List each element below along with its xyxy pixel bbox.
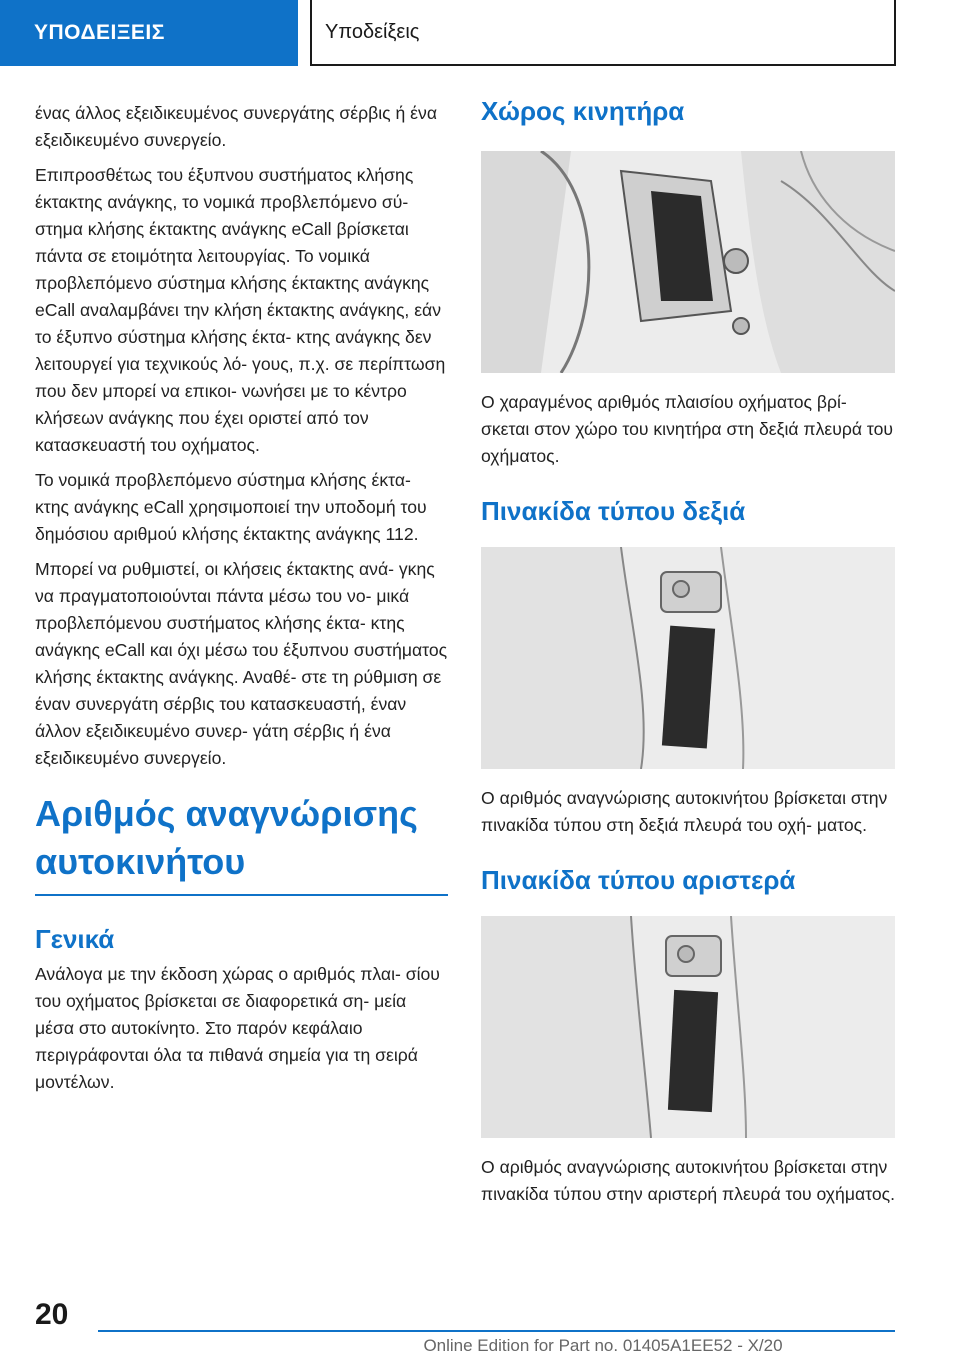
edition-note: Online Edition for Part no. 01405A1EE52 - X/20: [423, 1336, 783, 1355]
subsection-heading: Γενικά: [35, 924, 115, 954]
section-tab[interactable]: ΥΠΟΔΕΙΞΕΙΣ: [0, 0, 298, 66]
paragraph: Ανάλογα με την έκδοση χώρας ο αριθμός πλαι- σίου του οχήματος βρίσκεται σε διαφορετικά ση- μεία μέσα στο αυτοκίνητο. Στο παρόν κεφάλαιο περιγράφονται όλα τα πιθανά σημεία για τη σειρά μοντέλων.: [35, 964, 440, 1092]
left-type-plate-image: [481, 916, 895, 1138]
paragraph: Μπορεί να ρυθμιστεί, οι κλήσεις έκτακτης ανά- γκης να πραγματοποιούνται πάντα μέσω του νο- μικά προβλεπόμενου συστήματος κλήσης έκτα- κτης ανάγκης eCall και όχι μέσω του έξυπνου συστήματος κλήσης έκτακτης ανάγκης. Αναθέ- στε τη ρύθμιση σε έναν συνεργάτη σέρβις του κατασκευαστή, έναν άλλον εξειδικευμένο συνερ- γάτη σέρβις ή ένα εξειδικευμένο συνεργείο.: [35, 559, 448, 768]
engine-compartment-image: [481, 151, 895, 373]
section-heading: Αριθμός αναγνώρισης αυτοκινήτου: [35, 790, 448, 896]
chapter-title: Υποδείξεις: [310, 0, 896, 66]
paragraph: ένας άλλος εξειδικευμένος συνεργάτης σέρβις ή ένα εξειδικευμένο συνεργείο.: [35, 103, 437, 150]
page-number: 20: [35, 1298, 69, 1331]
caption: Ο αριθμός αναγνώρισης αυτοκινήτου βρίσκεται στην πινακίδα τύπου στη δεξιά πλευρά του οχή- ματος.: [481, 788, 888, 835]
caption: Ο αριθμός αναγνώρισης αυτοκινήτου βρίσκεται στην πινακίδα τύπου στην αριστερή πλευρά του οχήματος.: [481, 1157, 895, 1204]
left-column: [35, 100, 448, 1104]
subsection-heading-left-plate: Πινακίδα τύπου αριστερά: [481, 865, 796, 895]
footer-divider: [98, 1330, 895, 1332]
right-type-plate-image: [481, 547, 895, 769]
subsection-heading-engine: Χώρος κινητήρα: [481, 96, 685, 126]
paragraph: Επιπροσθέτως του έξυπνου συστήματος κλήσης έκτακτης ανάγκης, το νομικά προβλεπόμενο σύ- στημα κλήσης έκτακτης ανάγκης eCall βρίσκεται πάντα σε ετοιμότητα λειτουργίας. Το νομικά προβλεπόμενο σύστημα κλήσης έκτακτης ανάγκης eCall αναλαμβάνει την κλήση έκτακτης ανάγκης, εάν το έξυπνο σύστημα κλήσης έκτα- κτης ανάγκης δεν λειτουργεί για τεχνικούς λό- γους, π.χ. σε περίπτωση που δεν μπορεί να επικοι- νωνήσει με το κέντρο κλήσεων ανάγκης που έχει οριστεί από τον κατασκευαστή του οχήματος.: [35, 165, 446, 455]
subsection-heading-right-plate: Πινακίδα τύπου δεξιά: [481, 496, 746, 526]
paragraph: Το νομικά προβλεπόμενο σύστημα κλήσης έκτα- κτης ανάγκης eCall χρησιμοποιεί την υποδομή του δημόσιου αριθμού κλήσης έκτακτης ανάγκης 112.: [35, 470, 427, 544]
right-column: [481, 96, 895, 1216]
caption: Ο χαραγμένος αριθμός πλαισίου οχήματος βρί- σκεται στον χώρο του κινητήρα στη δεξιά πλευρά του οχήματος.: [481, 392, 894, 466]
